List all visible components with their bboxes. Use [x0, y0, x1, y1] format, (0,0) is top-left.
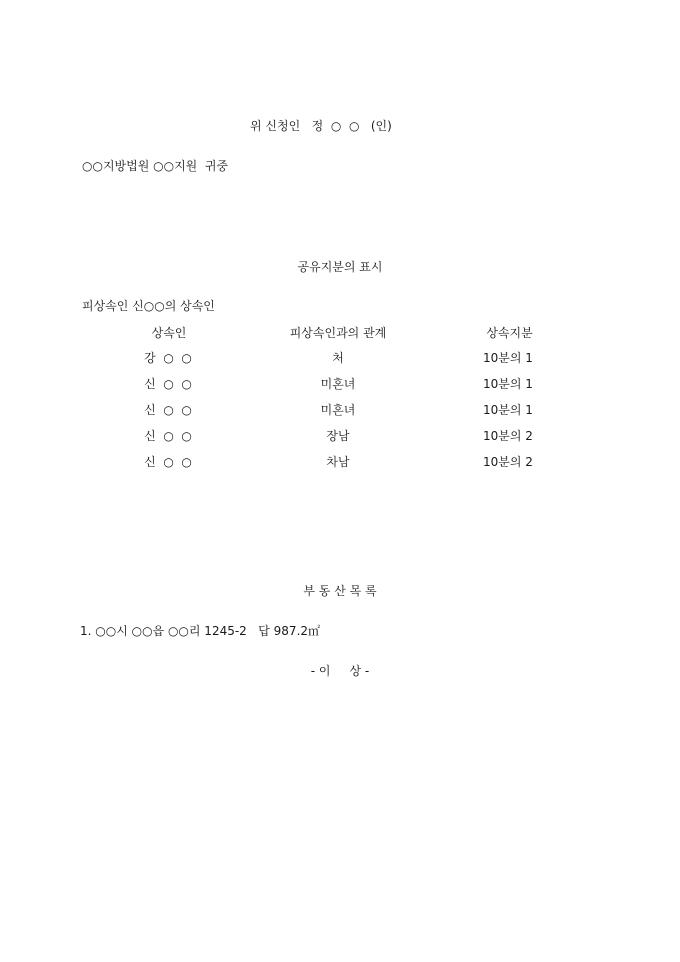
heir-relation: 차남 [326, 455, 350, 469]
heir-share: 10분의 2 [483, 429, 533, 443]
end-mark: - 이 상 - [310, 664, 370, 678]
heir-share: 10분의 1 [483, 377, 533, 391]
deceased-heirs-line: 피상속인 신○○의 상속인 [82, 299, 215, 313]
table-row [0, 349, 680, 367]
heir-share: 10분의 1 [483, 351, 533, 365]
applicant-signature-line: 위 신청인 정 ○ ○ (인) [250, 119, 392, 133]
table-row [0, 375, 680, 393]
heir-name: 신 ○ ○ [144, 429, 192, 443]
column-header-heir: 상속인 [151, 326, 187, 340]
heir-share: 10분의 2 [483, 455, 533, 469]
heir-relation: 처 [332, 351, 344, 365]
column-header-relation: 피상속인과의 관계 [289, 326, 387, 340]
property-list-title: 부 동 산 목 록 [303, 584, 377, 598]
heir-name: 강 ○ ○ [144, 351, 192, 365]
court-address-line: ○○지방법원 ○○지원 귀중 [82, 159, 229, 173]
heir-name: 신 ○ ○ [144, 403, 192, 417]
heir-relation: 미혼녀 [320, 377, 356, 391]
property-item: 1. ○○시 ○○읍 ○○리 1245-2 답 987.2㎡ [80, 624, 321, 638]
table-row [0, 453, 680, 471]
column-header-share: 상속지분 [486, 326, 533, 340]
table-row [0, 401, 680, 419]
heir-name: 신 ○ ○ [144, 377, 192, 391]
share-section-title: 공유지분의 표시 [297, 260, 383, 274]
heir-relation: 미혼녀 [320, 403, 356, 417]
heir-share: 10분의 1 [483, 403, 533, 417]
heir-relation: 장남 [326, 429, 350, 443]
table-row [0, 427, 680, 445]
heir-name: 신 ○ ○ [144, 455, 192, 469]
